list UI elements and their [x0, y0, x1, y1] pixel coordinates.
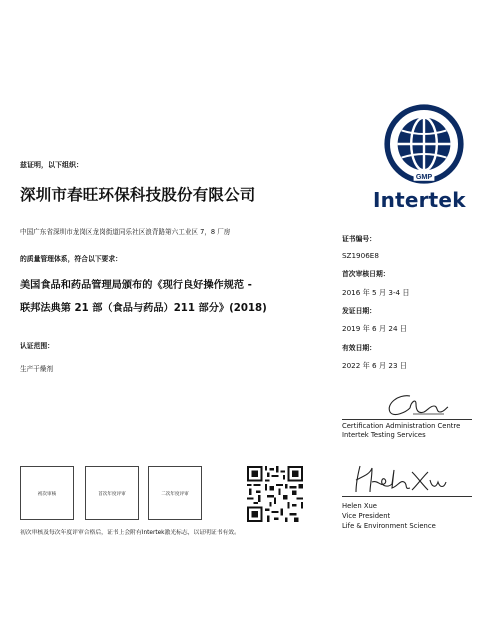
signature-2	[350, 462, 450, 496]
first-review-date: 2016 年 5 月 3-4 日	[342, 288, 410, 297]
issue-date: 2019 年 6 月 24 日	[342, 324, 407, 333]
org-line-1: Certification Administration Centre	[342, 422, 461, 430]
validity-footnote: 初次审核及每次年度评审合格后，证书上会附有Intertek激光标志，以证明证书有效。	[20, 530, 240, 536]
issue-date-label: 发证日期：	[342, 307, 376, 315]
audit-box-label: 初次审核	[37, 492, 57, 497]
qr-code-icon	[247, 466, 303, 522]
audit-box-initial	[20, 466, 74, 520]
valid-date-label: 有效日期：	[342, 344, 376, 352]
brand-wordmark: Intertek	[373, 188, 466, 212]
intertek-globe-icon	[384, 104, 464, 184]
valid-date: 2022 年 6 月 23 日	[342, 361, 407, 370]
cert-number-label: 证书编号：	[342, 235, 376, 243]
standard-line-2: 联邦法典第 21 部（食品与药品）211 部分》(2018)	[20, 303, 267, 314]
first-review-label: 首次审核日期：	[342, 270, 390, 278]
scope-value: 生产干燥剂	[20, 365, 53, 373]
cert-number: SZ1906E8	[342, 251, 379, 260]
signer-department: Life & Environment Science	[342, 522, 436, 530]
standard-line-1: 美国食品和药品管理局颁布的《现行良好操作规范 -	[20, 280, 252, 291]
signature-line	[342, 496, 472, 497]
audit-box-first-annual	[85, 466, 139, 520]
intro-text: 兹证明，以下组织：	[20, 161, 83, 169]
audit-box-label: 二次年度评审	[161, 492, 189, 497]
signer-title: Vice President	[342, 512, 391, 520]
org-line-2: Intertek Testing Services	[342, 431, 426, 439]
signer-name: Helen Xue	[342, 502, 377, 510]
signature-1	[380, 392, 450, 418]
audit-box-second-annual	[148, 466, 202, 520]
audit-box-label: 首次年度评审	[98, 492, 126, 497]
company-name: 深圳市春旺环保科技股份有限公司	[20, 186, 256, 204]
logo-ring-text: GMP	[415, 172, 433, 182]
scope-label: 认证范围：	[20, 342, 54, 350]
quality-system-label: 的质量管理体系，符合以下要求：	[20, 255, 122, 263]
company-address: 中国广东省深圳市龙岗区龙岗街道同乐社区浪背路第六工业区 7，8 厂房	[20, 228, 231, 236]
signature-line	[342, 419, 472, 420]
